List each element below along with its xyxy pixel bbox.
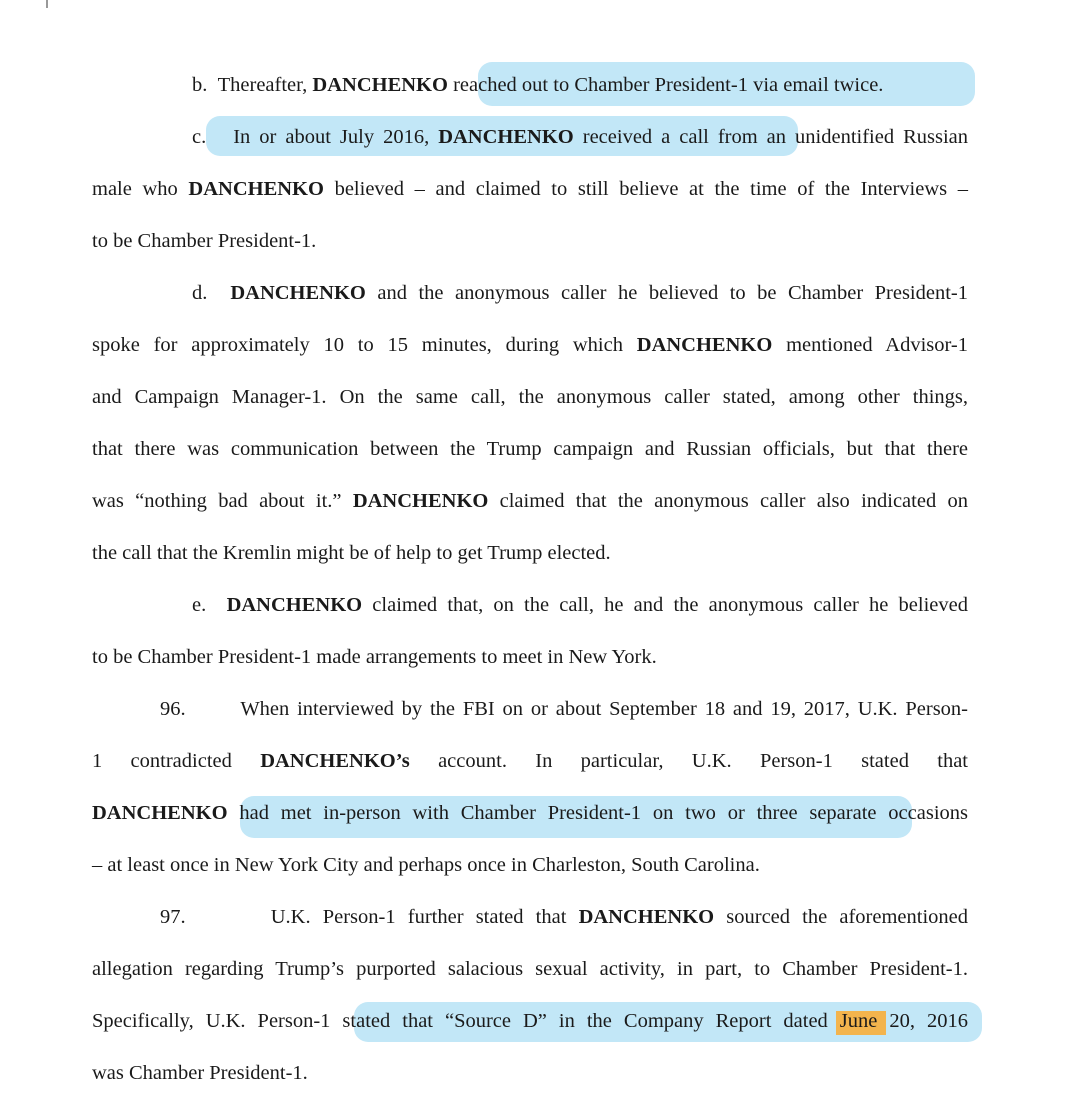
danchenko-name: DANCHENKO: [312, 74, 448, 96]
para-d-line-3: and Campaign Manager-1. On the same call, the anonymous caller stated, among other things,: [92, 386, 968, 408]
danchenko-name: DANCHENKO: [438, 126, 574, 148]
para-e-line-2: to be Chamber President-1 made arrangements to meet in New York.: [92, 646, 657, 668]
danchenko-name: DANCHENKO: [226, 594, 363, 616]
para-b-marker: b.: [192, 74, 208, 96]
danchenko-name: DANCHENKO: [188, 178, 324, 200]
para-97-line-2: allegation regarding Trump’s purported salacious sexual activity, in part, to Chamber President-1.: [92, 958, 968, 980]
danchenko-name: DANCHENKO: [352, 490, 489, 512]
para-e-line-1: e. DANCHENKO claimed that, on the call, he and the anonymous caller he believed: [192, 594, 968, 616]
para-d-marker: d.: [192, 282, 208, 304]
para-d-line-4: that there was communication between the Trump campaign and Russian officials, but that there: [92, 438, 968, 460]
para-c-line-2: male who DANCHENKO believed – and claimed to still believe at the time of the Interviews –: [92, 178, 968, 200]
danchenko-name: DANCHENKO: [230, 282, 366, 304]
para-96-line-3: DANCHENKO had met in-person with Chamber President-1 on two or three separate occasions: [92, 802, 968, 824]
para-d-line-1: d. DANCHENKO and the anonymous caller he believed to be Chamber President-1: [192, 282, 968, 304]
para-96-marker: 96.: [160, 698, 186, 720]
page-corner-mark: [46, 0, 48, 8]
para-c-line-1: c. In or about July 2016, DANCHENKO received a call from an unidentified Russian: [192, 126, 968, 148]
para-d-line-6: the call that the Kremlin might be of help to get Trump elected.: [92, 542, 611, 564]
para-97-marker: 97.: [160, 906, 186, 928]
para-97-line-3: Specifically, U.K. Person-1 stated that “Source D” in the Company Report dated June 20, 2016: [92, 1010, 968, 1032]
para-97-line-1: 97. U.K. Person-1 further stated that DANCHENKO sourced the aforementioned: [160, 906, 969, 928]
para-96-line-2: 1 contradicted DANCHENKO’s account. In particular, U.K. Person-1 stated that: [92, 750, 968, 772]
para-b-line-1: b. Thereafter, DANCHENKO reached out to Chamber President-1 via email twice.: [192, 74, 884, 96]
danchenko-name: DANCHENKO: [636, 334, 773, 356]
para-e-marker: e.: [192, 594, 207, 616]
para-97-line-4: was Chamber President-1.: [92, 1062, 308, 1084]
para-96-line-4: – at least once in New York City and perhaps once in Charleston, South Carolina.: [92, 854, 760, 876]
danchenko-name: DANCHENKO’s: [260, 750, 410, 772]
para-96-line-1: 96. When interviewed by the FBI on or about September 18 and 19, 2017, U.K. Person-: [160, 698, 968, 720]
para-c-line-3: to be Chamber President-1.: [92, 230, 317, 252]
para-c-marker: c.: [192, 126, 207, 148]
para-d-line-5: was “nothing bad about it.” DANCHENKO claimed that the anonymous caller also indicated on: [92, 490, 968, 512]
para-d-line-2: spoke for approximately 10 to 15 minutes, during which DANCHENKO mentioned Advisor-1: [92, 334, 968, 356]
june-highlighted-word: June: [839, 1010, 878, 1032]
danchenko-name: DANCHENKO: [578, 906, 715, 928]
danchenko-name: DANCHENKO: [92, 802, 228, 824]
